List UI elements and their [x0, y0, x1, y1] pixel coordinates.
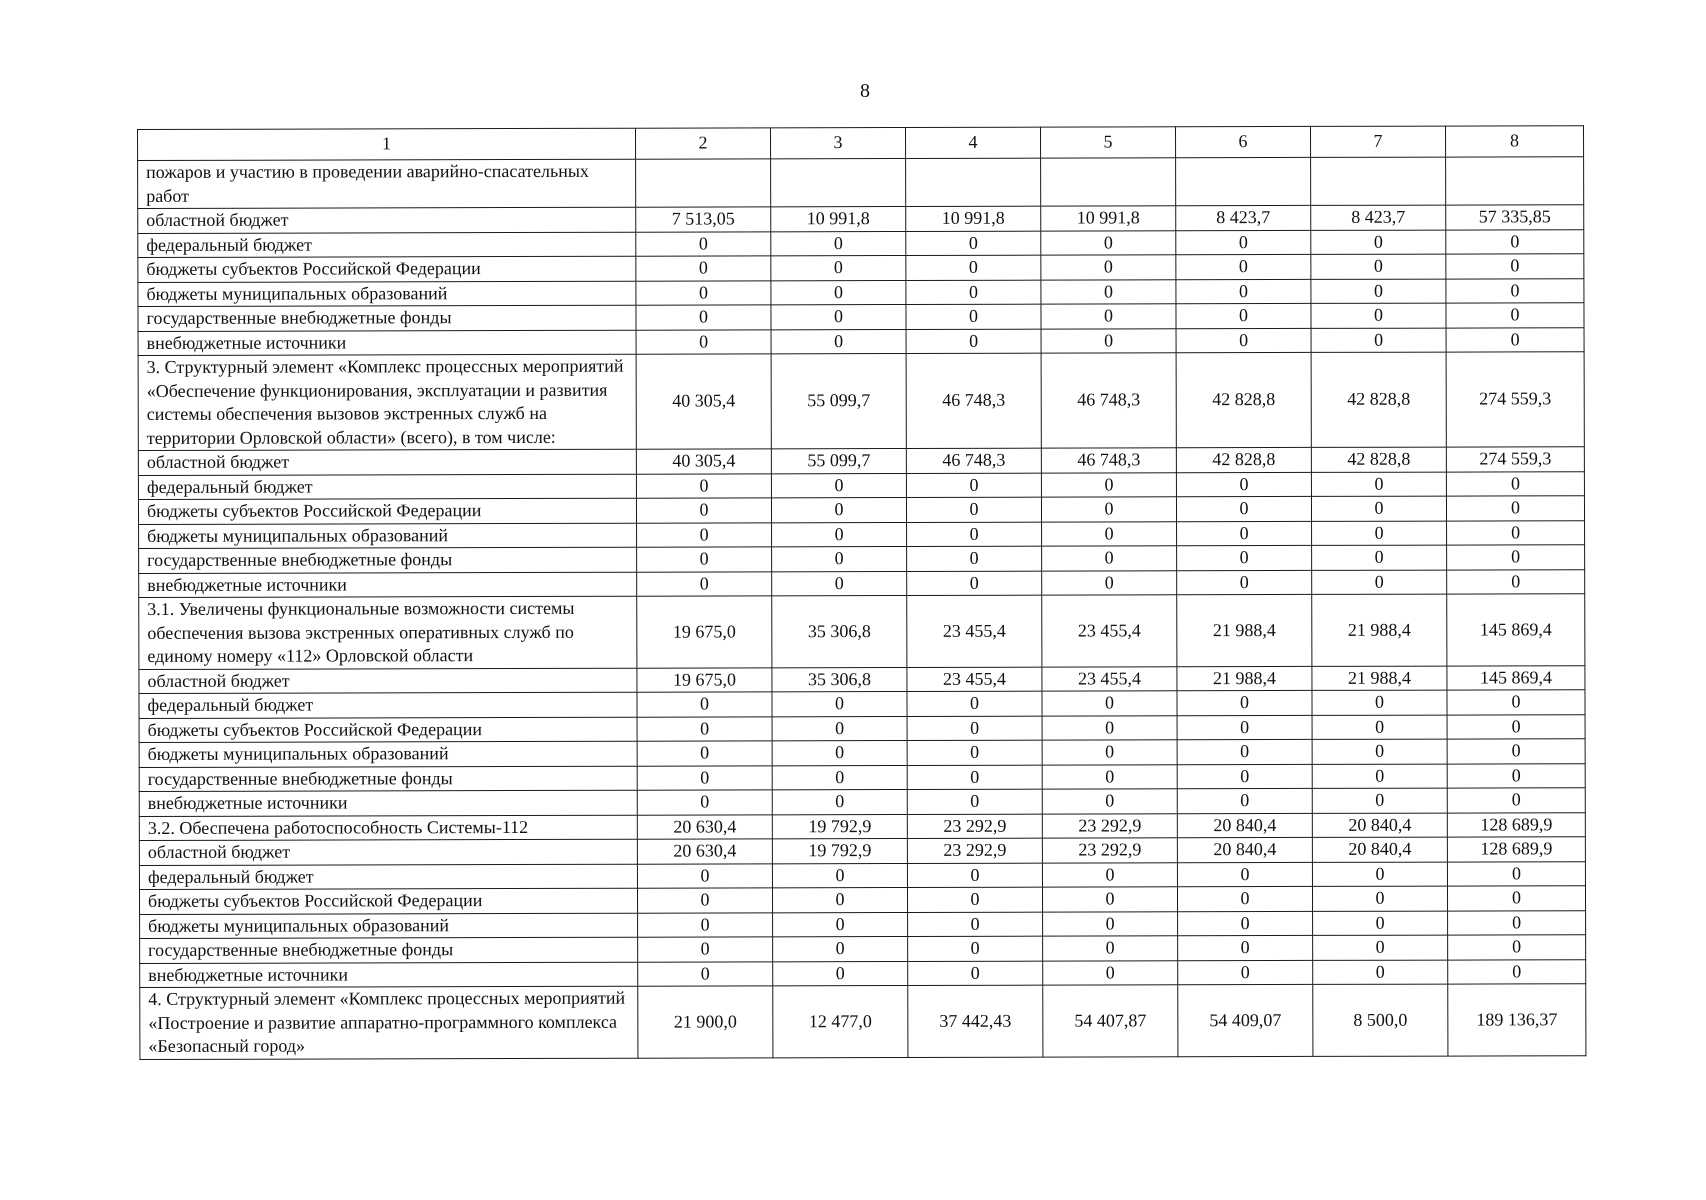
value-cell: 0 [1448, 959, 1586, 984]
value-cell: 23 455,4 [1042, 595, 1177, 667]
table-row [139, 665, 1585, 693]
row-label: областной бюджет [139, 839, 637, 865]
row-label: внебюджетные источники [140, 962, 638, 988]
value-cell: 37 442,43 [908, 985, 1043, 1057]
value-cell: 55 099,7 [771, 353, 906, 448]
header-cell: 6 [1175, 126, 1310, 157]
row-label: бюджеты субъектов Российской Федерации [138, 498, 636, 524]
value-cell: 55 099,7 [771, 448, 906, 473]
value-cell [636, 159, 771, 207]
value-cell: 0 [636, 329, 771, 354]
value-cell: 0 [773, 936, 908, 961]
value-cell: 0 [772, 863, 907, 888]
value-cell: 0 [772, 740, 907, 765]
value-cell: 0 [638, 961, 773, 986]
row-label: областной бюджет [139, 668, 637, 694]
value-cell: 0 [907, 546, 1042, 571]
value-cell: 0 [907, 522, 1042, 547]
value-cell: 0 [1446, 471, 1584, 496]
value-cell: 0 [1447, 886, 1585, 911]
value-cell: 8 500,0 [1313, 984, 1448, 1056]
value-cell: 0 [1312, 788, 1447, 813]
value-cell: 21 900,0 [638, 986, 773, 1058]
value-cell: 10 991,8 [1041, 206, 1176, 231]
value-cell: 23 455,4 [907, 595, 1042, 667]
row-label: внебюджетные источники [138, 330, 636, 356]
value-cell: 0 [1041, 255, 1176, 280]
value-cell: 46 748,3 [906, 448, 1041, 473]
value-cell: 46 748,3 [1041, 353, 1176, 448]
value-cell: 0 [1311, 230, 1446, 255]
value-cell: 0 [907, 691, 1042, 716]
value-cell: 0 [637, 571, 772, 596]
value-cell: 21 988,4 [1312, 666, 1447, 691]
value-cell: 57 335,85 [1446, 205, 1584, 230]
value-cell: 0 [637, 716, 772, 741]
value-cell: 54 409,07 [1178, 984, 1313, 1056]
value-cell: 0 [1177, 690, 1312, 715]
value-cell: 0 [1042, 691, 1177, 716]
value-cell: 0 [636, 256, 771, 281]
row-label: федеральный бюджет [138, 232, 636, 258]
value-cell: 0 [771, 304, 906, 329]
value-cell [1446, 157, 1584, 205]
value-cell: 0 [1446, 496, 1584, 521]
value-cell: 19 675,0 [637, 667, 772, 692]
value-cell: 0 [1176, 279, 1311, 304]
value-cell: 0 [1311, 328, 1446, 353]
value-cell: 0 [1041, 472, 1176, 497]
value-cell: 0 [906, 497, 1041, 522]
value-cell: 0 [908, 912, 1043, 937]
value-cell: 19 792,9 [772, 814, 907, 839]
value-cell: 23 292,9 [1042, 813, 1177, 838]
header-cell: 8 [1445, 126, 1583, 157]
value-cell: 0 [1446, 327, 1584, 352]
value-cell: 0 [1042, 570, 1177, 595]
value-cell [1311, 157, 1446, 205]
table-row [139, 690, 1585, 718]
value-cell: 0 [771, 497, 906, 522]
value-cell: 0 [1447, 690, 1585, 715]
value-cell: 0 [1043, 911, 1178, 936]
value-cell: 0 [907, 765, 1042, 790]
value-cell: 0 [906, 280, 1041, 305]
row-label: бюджеты муниципальных образований [140, 913, 638, 939]
value-cell: 23 455,4 [1042, 666, 1177, 691]
row-label: федеральный бюджет [138, 474, 636, 500]
value-cell: 19 675,0 [637, 596, 772, 668]
value-cell: 0 [1177, 521, 1312, 546]
value-cell: 20 840,4 [1177, 813, 1312, 838]
value-cell: 0 [772, 691, 907, 716]
value-cell: 0 [1311, 279, 1446, 304]
table-row [140, 910, 1586, 938]
value-cell: 0 [906, 329, 1041, 354]
value-cell: 0 [636, 231, 771, 256]
row-label: бюджеты субъектов Российской Федерации [139, 717, 637, 743]
value-cell: 0 [1176, 328, 1311, 353]
header-cell: 1 [138, 128, 636, 160]
value-cell: 0 [1447, 714, 1585, 739]
table-row [139, 545, 1585, 573]
value-cell: 0 [1041, 279, 1176, 304]
value-cell: 0 [1447, 569, 1585, 594]
value-cell: 0 [1446, 303, 1584, 328]
value-cell: 128 689,9 [1447, 812, 1585, 837]
value-cell: 0 [1042, 789, 1177, 814]
table-row [139, 763, 1585, 791]
table-row [140, 959, 1586, 987]
value-cell: 128 689,9 [1447, 837, 1585, 862]
value-cell: 0 [1312, 690, 1447, 715]
value-cell: 0 [1178, 935, 1313, 960]
value-cell: 0 [1176, 254, 1311, 279]
table-row [139, 569, 1585, 597]
value-cell: 20 630,4 [637, 814, 772, 839]
value-cell: 0 [772, 716, 907, 741]
header-cell: 5 [1040, 127, 1175, 158]
value-cell: 0 [636, 305, 771, 330]
value-cell: 12 477,0 [773, 985, 908, 1057]
row-label: государственные внебюджетные фонды [139, 547, 637, 573]
value-cell: 0 [1447, 739, 1585, 764]
row-label: федеральный бюджет [139, 864, 637, 890]
value-cell: 0 [636, 473, 771, 498]
value-cell: 0 [906, 231, 1041, 256]
value-cell: 0 [906, 255, 1041, 280]
value-cell [1176, 157, 1311, 205]
row-label: 3. Структурный элемент «Комплекс процессных мероприятий «Обеспечение функционирования, эксплуатации и развития системы обеспечения вызовов экстренных служб на территории Орловской области» (всего), в том числе: [138, 354, 636, 450]
value-cell: 0 [1448, 910, 1586, 935]
value-cell: 0 [1177, 764, 1312, 789]
value-cell: 0 [906, 304, 1041, 329]
header-cell: 7 [1310, 126, 1445, 157]
row-label: 4. Структурный элемент «Комплекс процессных мероприятий «Построение и развитие аппаратно-программного комплекса «Безопасный город» [140, 986, 638, 1059]
value-cell: 0 [1312, 739, 1447, 764]
table-row [138, 157, 1584, 209]
value-cell: 0 [1177, 862, 1312, 887]
row-label: государственные внебюджетные фонды [139, 766, 637, 792]
row-label: внебюджетные источники [139, 572, 637, 598]
table-row [139, 812, 1585, 840]
table-row [138, 327, 1584, 355]
value-cell: 0 [1447, 861, 1585, 886]
value-cell: 0 [1042, 862, 1177, 887]
table-row [138, 278, 1584, 306]
value-cell: 0 [1041, 304, 1176, 329]
value-cell: 0 [907, 789, 1042, 814]
header-cell: 2 [635, 128, 770, 159]
table-row [139, 520, 1585, 548]
value-cell: 0 [1448, 935, 1586, 960]
table-row [139, 861, 1585, 889]
value-cell: 0 [1042, 521, 1177, 546]
value-cell: 0 [1311, 254, 1446, 279]
value-cell: 0 [637, 692, 772, 717]
value-cell: 0 [773, 912, 908, 937]
row-label: государственные внебюджетные фонды [138, 305, 636, 331]
value-cell: 0 [772, 522, 907, 547]
table-row [140, 935, 1586, 963]
value-cell: 23 455,4 [907, 667, 1042, 692]
value-cell: 0 [771, 231, 906, 256]
header-row [138, 126, 1584, 161]
value-cell: 0 [906, 473, 1041, 498]
value-cell: 274 559,3 [1446, 352, 1584, 447]
value-cell: 23 292,9 [907, 814, 1042, 839]
table-row [139, 788, 1585, 816]
value-cell: 0 [1177, 545, 1312, 570]
value-cell: 8 423,7 [1311, 205, 1446, 230]
value-cell: 0 [1176, 496, 1311, 521]
value-cell: 35 306,8 [772, 667, 907, 692]
value-cell: 0 [1176, 472, 1311, 497]
value-cell: 0 [1312, 862, 1447, 887]
table-row [138, 303, 1584, 331]
value-cell: 42 828,8 [1176, 352, 1311, 447]
value-cell: 0 [772, 571, 907, 596]
value-cell: 0 [1313, 935, 1448, 960]
value-cell: 0 [637, 790, 772, 815]
value-cell: 0 [907, 740, 1042, 765]
value-cell: 0 [771, 255, 906, 280]
value-cell: 0 [638, 912, 773, 937]
value-cell: 23 292,9 [907, 838, 1042, 863]
row-label: бюджеты муниципальных образований [138, 281, 636, 307]
value-cell: 0 [907, 571, 1042, 596]
table-row [138, 254, 1584, 282]
value-cell: 0 [1446, 254, 1584, 279]
value-cell: 0 [636, 280, 771, 305]
value-cell: 10 991,8 [906, 206, 1041, 231]
value-cell: 0 [1313, 960, 1448, 985]
value-cell: 21 988,4 [1177, 594, 1312, 666]
value-cell: 0 [1447, 788, 1585, 813]
table-row [139, 739, 1585, 767]
value-cell: 42 828,8 [1176, 447, 1311, 472]
value-cell: 0 [1311, 496, 1446, 521]
value-cell: 0 [907, 863, 1042, 888]
value-cell: 0 [907, 887, 1042, 912]
value-cell: 42 828,8 [1311, 352, 1446, 447]
value-cell: 0 [1447, 763, 1585, 788]
table-row [138, 352, 1584, 451]
value-cell: 0 [637, 888, 772, 913]
value-cell: 0 [771, 473, 906, 498]
value-cell: 0 [1312, 545, 1447, 570]
value-cell: 0 [772, 789, 907, 814]
value-cell: 0 [1446, 278, 1584, 303]
row-label: бюджеты муниципальных образований [139, 741, 637, 767]
value-cell: 0 [1447, 520, 1585, 545]
value-cell [906, 158, 1041, 206]
header-cell: 4 [905, 127, 1040, 158]
value-cell: 0 [1312, 570, 1447, 595]
value-cell: 0 [637, 863, 772, 888]
value-cell: 0 [1041, 497, 1176, 522]
value-cell: 0 [1042, 764, 1177, 789]
row-label: областной бюджет [138, 207, 636, 233]
table-row [140, 984, 1586, 1059]
row-label: бюджеты муниципальных образований [139, 523, 637, 549]
value-cell: 0 [1312, 886, 1447, 911]
value-cell: 145 869,4 [1447, 594, 1585, 666]
value-cell [1041, 158, 1176, 206]
value-cell: 0 [1446, 229, 1584, 254]
row-label: 3.1. Увеличены функциональные возможности системы обеспечения вызова экстренных оперативных служб по единому номеру «112» Орловской области [139, 596, 637, 669]
value-cell: 0 [1177, 715, 1312, 740]
value-cell: 0 [908, 936, 1043, 961]
table-row [139, 714, 1585, 742]
value-cell: 42 828,8 [1311, 447, 1446, 472]
budget-table [137, 125, 1586, 1059]
value-cell: 21 988,4 [1312, 594, 1447, 666]
value-cell: 0 [1313, 911, 1448, 936]
value-cell: 0 [1447, 545, 1585, 570]
value-cell: 0 [1312, 764, 1447, 789]
value-cell: 0 [1312, 715, 1447, 740]
value-cell: 46 748,3 [1041, 448, 1176, 473]
value-cell: 0 [1311, 303, 1446, 328]
value-cell: 0 [1176, 303, 1311, 328]
value-cell: 20 840,4 [1177, 837, 1312, 862]
value-cell: 0 [1177, 570, 1312, 595]
table-row [139, 594, 1585, 669]
value-cell: 19 792,9 [772, 838, 907, 863]
value-cell: 145 869,4 [1447, 665, 1585, 690]
page-number: 8 [860, 80, 870, 102]
value-cell: 46 748,3 [906, 353, 1041, 448]
value-cell: 35 306,8 [772, 595, 907, 667]
value-cell: 0 [1177, 739, 1312, 764]
value-cell: 0 [1178, 911, 1313, 936]
value-cell: 0 [1042, 546, 1177, 571]
value-cell: 54 407,87 [1043, 985, 1178, 1057]
value-cell: 0 [1177, 788, 1312, 813]
value-cell: 0 [772, 887, 907, 912]
value-cell: 10 991,8 [771, 206, 906, 231]
value-cell: 20 840,4 [1312, 813, 1447, 838]
value-cell: 7 513,05 [636, 207, 771, 232]
value-cell: 0 [772, 546, 907, 571]
row-label: федеральный бюджет [139, 692, 637, 718]
row-label: областной бюджет [138, 449, 636, 475]
value-cell: 0 [637, 741, 772, 766]
value-cell: 0 [907, 716, 1042, 741]
value-cell: 0 [1178, 960, 1313, 985]
value-cell: 0 [637, 765, 772, 790]
value-cell: 0 [638, 937, 773, 962]
value-cell: 0 [637, 547, 772, 572]
row-label: бюджеты субъектов Российской Федерации [138, 256, 636, 282]
value-cell: 40 305,4 [636, 354, 771, 449]
value-cell: 0 [1312, 521, 1447, 546]
value-cell: 8 423,7 [1176, 205, 1311, 230]
table-row [138, 229, 1584, 257]
header-cell: 3 [770, 127, 905, 158]
value-cell: 40 305,4 [636, 449, 771, 474]
table-row [139, 886, 1585, 914]
value-cell: 0 [637, 522, 772, 547]
value-cell: 0 [1042, 715, 1177, 740]
table-row [138, 471, 1584, 499]
value-cell: 20 630,4 [637, 839, 772, 864]
row-label: государственные внебюджетные фонды [140, 937, 638, 963]
value-cell: 0 [1042, 740, 1177, 765]
value-cell: 0 [1043, 960, 1178, 985]
value-cell: 20 840,4 [1312, 837, 1447, 862]
row-label: бюджеты субъектов Российской Федерации [139, 888, 637, 914]
value-cell: 0 [1043, 936, 1178, 961]
row-label: пожаров и участию в проведении аварийно-спасательных работ [138, 159, 636, 208]
value-cell: 0 [1042, 887, 1177, 912]
value-cell: 274 559,3 [1446, 447, 1584, 472]
value-cell: 0 [1176, 230, 1311, 255]
value-cell: 0 [636, 498, 771, 523]
value-cell: 0 [1311, 472, 1446, 497]
value-cell: 0 [1177, 886, 1312, 911]
value-cell [771, 158, 906, 206]
row-label: внебюджетные источники [139, 790, 637, 816]
row-label: 3.2. Обеспечена работоспособность Системы-112 [139, 815, 637, 841]
value-cell: 23 292,9 [1042, 838, 1177, 863]
table-row [138, 447, 1584, 475]
value-cell: 0 [773, 961, 908, 986]
value-cell: 0 [772, 765, 907, 790]
table-row [139, 837, 1585, 865]
table-row [138, 205, 1584, 233]
value-cell: 0 [1041, 230, 1176, 255]
value-cell: 0 [771, 280, 906, 305]
value-cell: 21 988,4 [1177, 666, 1312, 691]
value-cell: 0 [771, 329, 906, 354]
value-cell: 0 [908, 961, 1043, 986]
value-cell: 0 [1041, 328, 1176, 353]
table-row [138, 496, 1584, 524]
value-cell: 189 136,37 [1448, 984, 1586, 1056]
